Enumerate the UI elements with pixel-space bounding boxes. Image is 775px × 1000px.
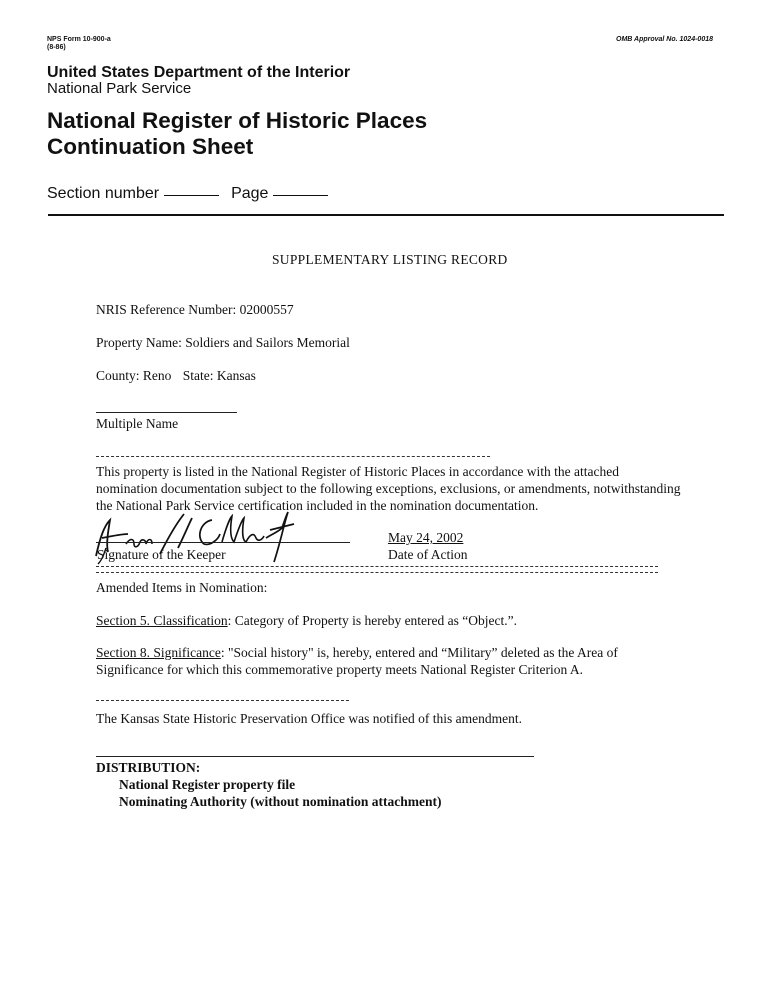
separator-dashes-1 [96, 456, 490, 457]
section-5-text: : Category of Property is hereby entered as “Object.”. [227, 613, 518, 628]
property-value: Soldiers and Sailors Memorial [185, 335, 350, 350]
county-label: County: [96, 368, 140, 383]
header-rule [48, 214, 724, 216]
separator-dashes-2 [96, 700, 349, 701]
record-heading: SUPPLEMENTARY LISTING RECORD [272, 252, 508, 267]
form-date-text: (8-86) [47, 44, 66, 51]
document-title: National Register of Historic Places [47, 108, 428, 133]
agency-name: National Park Service [47, 80, 192, 97]
date-label: Date of Action [388, 547, 468, 562]
section-page-row [47, 185, 328, 203]
multiple-name-label: Multiple Name [96, 416, 179, 431]
date-value: May 24, 2002 [388, 530, 464, 545]
page-blank [273, 195, 328, 196]
nris-label: NRIS Reference Number: [96, 302, 237, 317]
cert-line-3: the National Park Service certification included in the nomination documentation. [96, 498, 539, 513]
distribution-title: DISTRIBUTION: [96, 760, 201, 775]
signature-line [96, 542, 350, 543]
section-8-text-1: : "Social history" is, hereby, entered and “Military” deleted as the Area of [220, 645, 618, 660]
section-8-text-2: Significance for which this commemorative property meets National Register Criterion A. [96, 662, 583, 677]
property-row [96, 335, 350, 351]
page-label: Page [231, 185, 269, 202]
department-name: United States Department of the Interior [47, 64, 351, 81]
amendment-section-5 [96, 613, 517, 629]
section-8-label: Section 8. Significance [96, 645, 221, 660]
separator-double-dashes [96, 566, 658, 573]
distribution-item: National Register property file [119, 777, 296, 792]
section-number-blank [164, 195, 219, 196]
notification-text: The Kansas State Historic Preservation Office was notified of this amendment. [96, 711, 523, 726]
section-5-label: Section 5. Classification [96, 613, 228, 628]
signature-label: Signature of the Keeper [97, 547, 226, 562]
nris-row [96, 302, 294, 318]
cert-line-2: nomination documentation subject to the following exceptions, exclusions, or amendments, notwithstanding [96, 481, 681, 496]
distribution-item: Nominating Authority (without nomination attachment) [119, 794, 442, 809]
multiple-name-line [96, 412, 237, 413]
county-value: Reno [142, 368, 172, 383]
distribution-rule [96, 756, 534, 757]
cert-line-1: This property is listed in the National Register of Historic Places in accordance with the attached [96, 464, 619, 479]
state-value: Kansas [216, 368, 256, 383]
form-number-text: NPS Form 10-900-a [47, 36, 111, 43]
property-label: Property Name: [96, 335, 182, 350]
omb-approval: OMB Approval No. 1024-0018 [616, 36, 713, 43]
amended-items-label: Amended Items in Nomination: [96, 580, 268, 595]
state-label: State: [182, 368, 214, 383]
amendment-section-8 [96, 645, 618, 661]
document-subtitle: Continuation Sheet [47, 134, 254, 159]
form-number [47, 36, 111, 52]
section-number-label: Section number [47, 185, 160, 202]
nris-value: 02000557 [239, 302, 294, 317]
location-row [96, 368, 256, 384]
